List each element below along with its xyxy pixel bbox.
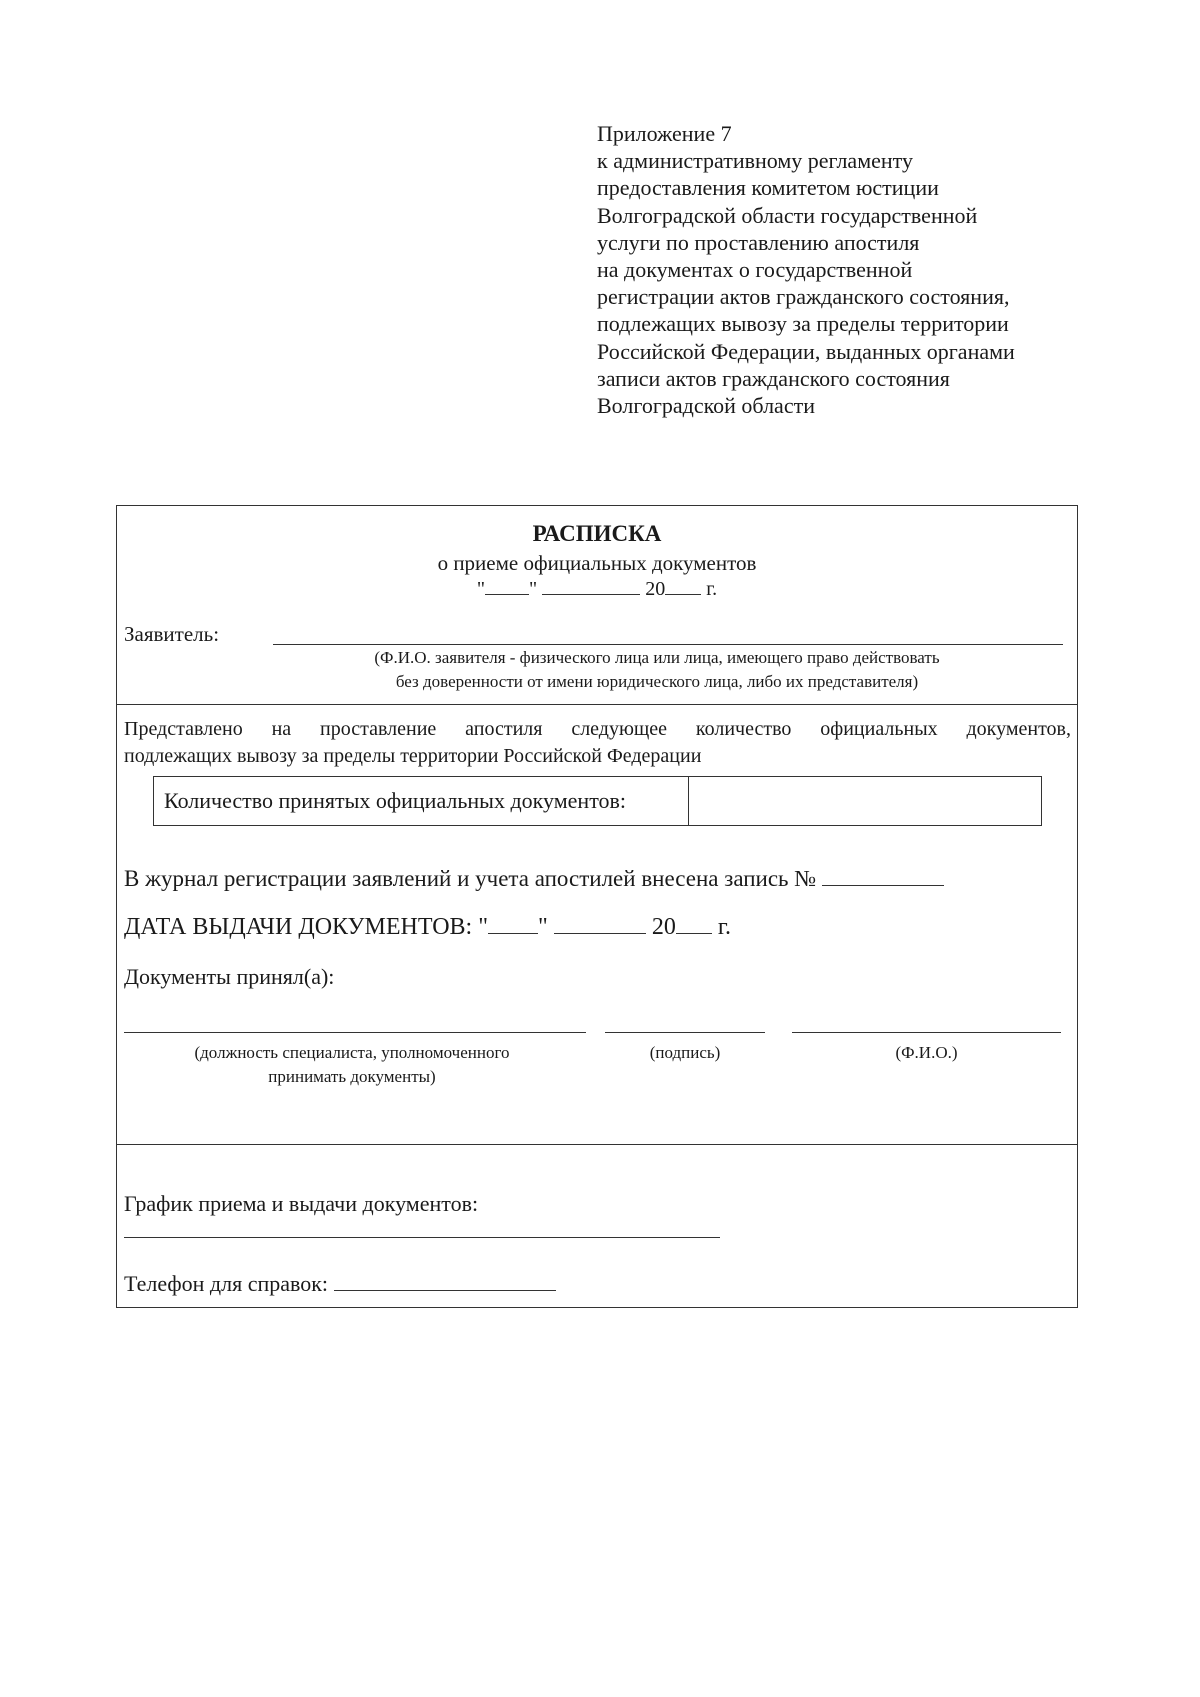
receipt-form [116,505,1078,1308]
name-caption: (Ф.И.О.) [895,1043,958,1062]
presented-text [124,716,1071,770]
schedule-label: График приема и выдачи документов: [124,1191,479,1216]
issue-quote-close: " [538,914,548,940]
appendix-line: услуги по проставлению апостиля [597,229,920,255]
position-signature-line[interactable] [124,1032,586,1033]
issue-date-label: ДАТА ВЫДАЧИ ДОКУМЕНТОВ: [124,914,473,940]
document-count-box [153,776,1042,826]
position-caption-line: (должность специалиста, уполномоченного [194,1043,510,1062]
position-caption-line: принимать документы) [268,1067,436,1086]
appendix-header [597,120,1157,419]
name-signature-line[interactable] [792,1032,1061,1033]
issue-day-blank[interactable] [488,915,538,934]
appendix-line: Российской Федерации, выданных органами [597,338,1015,364]
position-caption [147,1041,557,1089]
applicant-hint-line: без доверенности от имени юридического лица, либо их представителя) [395,672,919,691]
applicant-label: Заявитель: [124,622,220,646]
date-month-blank[interactable] [542,576,640,595]
section-divider [117,1144,1077,1145]
appendix-line: предоставления комитетом юстиции [597,175,939,201]
appendix-line: регистрации актов гражданского состояния, [597,284,1010,310]
document-count-field[interactable] [689,777,1041,825]
receipt-subtitle: о приеме официальных документов [437,551,757,575]
document-count-label: Количество принятых официальных документов: [154,777,689,825]
accepted-label: Документы принял(а): [124,964,335,989]
schedule-field[interactable] [124,1237,720,1238]
receipt-title: РАСПИСКА [532,521,662,546]
date-year-prefix: 20 [645,578,666,600]
date-year-suffix: г. [706,578,718,600]
journal-entry-line [124,866,944,892]
signature-line[interactable] [605,1032,765,1033]
appendix-line: подлежащих вывозу за пределы территории [597,311,1009,337]
applicant-hint [117,646,1077,694]
phone-label: Телефон для справок: [124,1271,329,1296]
issue-year-prefix: 20 [651,914,676,940]
applicant-hint-line: (Ф.И.О. заявителя - физического лица или лица, имеющего право действовать [374,648,940,667]
section-divider [117,704,1077,705]
date-year-blank[interactable] [665,576,701,595]
appendix-line: записи актов гражданского состояния [597,365,950,391]
journal-entry-number-blank[interactable] [822,867,944,886]
appendix-line: Приложение 7 [597,121,732,146]
journal-entry-label: В журнал регистрации заявлений и учета апостилей внесена запись № [124,866,817,891]
applicant-name-field[interactable] [273,644,1063,645]
signature-caption: (подпись) [649,1043,721,1062]
appendix-line: Волгоградской области [597,393,815,419]
presented-line: подлежащих вывозу за пределы территории Российской Федерации [124,745,702,767]
issue-quote-open: " [478,914,489,940]
issue-date-line [124,914,731,941]
date-day-blank[interactable] [485,576,529,595]
date-quote-open: " [476,578,486,600]
issue-year-suffix: г. [717,914,731,940]
phone-line [124,1271,556,1297]
presented-line: Представлено на проставление апостиля следующее количество официальных документов, [124,718,1071,740]
issue-year-blank[interactable] [676,915,712,934]
phone-field[interactable] [334,1272,556,1291]
issue-month-blank[interactable] [554,915,646,934]
date-quote-close: " [529,578,538,600]
appendix-line: Волгоградской области государственной [597,202,978,228]
appendix-line: к административному регламенту [597,148,913,174]
appendix-line: на документах о государственной [597,257,913,283]
receipt-date-line [117,576,1077,601]
